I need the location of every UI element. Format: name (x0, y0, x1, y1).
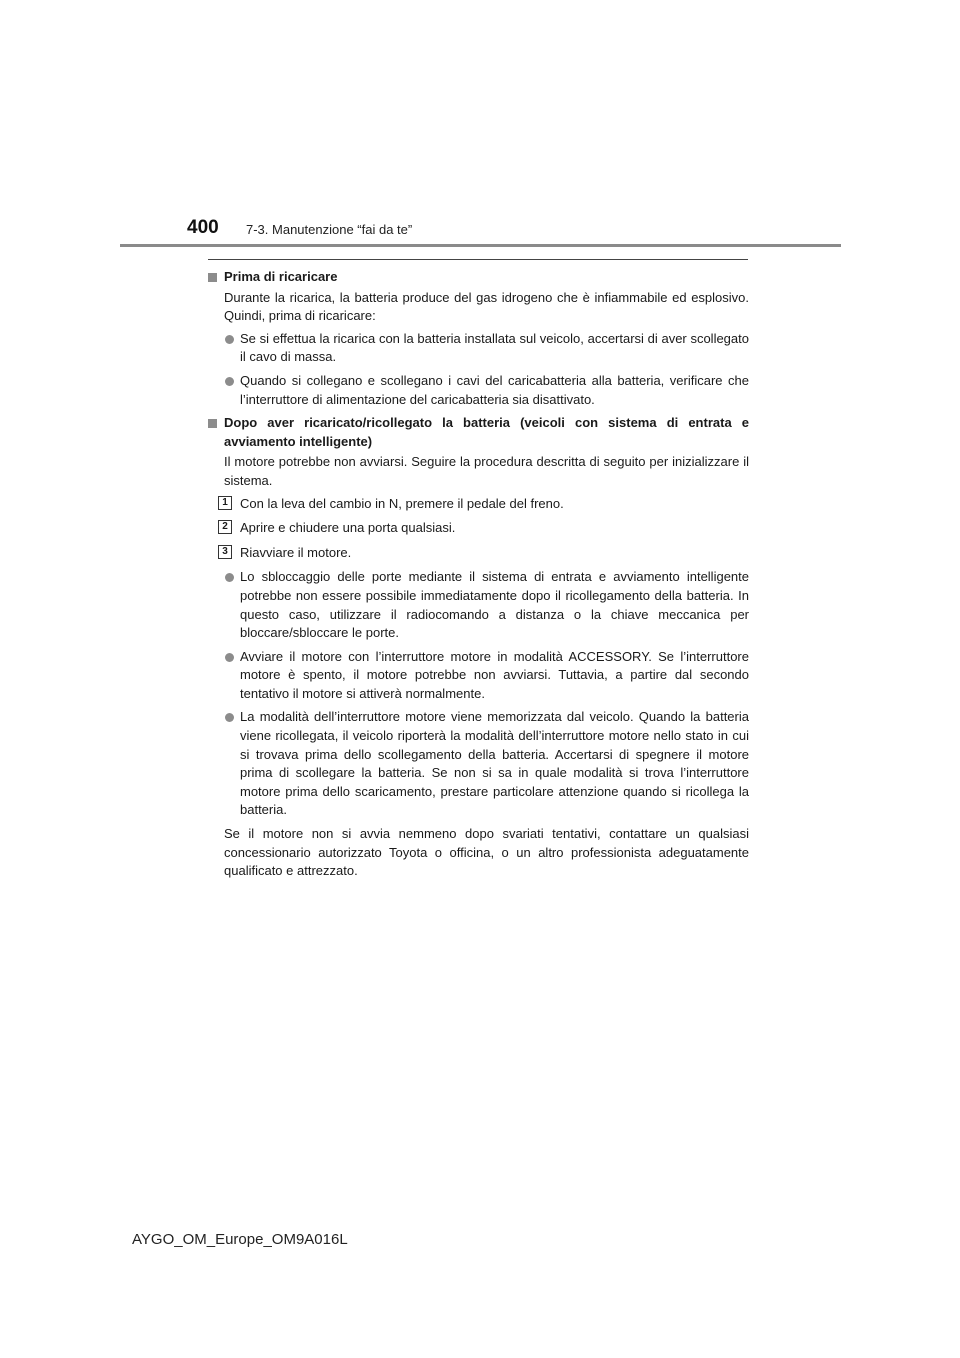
square-bullet-icon (208, 419, 217, 428)
section-heading-charging (208, 268, 749, 287)
step-number: 3 (218, 545, 232, 559)
paragraph: Durante la ricarica, la batteria produce del gas idrogeno che è infiammabile ed esplosivo. Quindi, prima di ricaricare: (224, 289, 749, 324)
step-item (208, 519, 749, 538)
circle-bullet-icon (225, 377, 234, 386)
list-item-text: Se si effettua la ricarica con la batteria installata sul veicolo, accertarsi di aver scollegato il cavo di massa. (240, 330, 749, 365)
square-bullet-icon (208, 273, 217, 282)
heading-text: Dopo aver ricaricato/ricollegato la batteria (veicoli con sistema di entrata e avviamento intelligente) (224, 415, 749, 449)
step-item (208, 495, 749, 514)
list-item (208, 648, 749, 704)
step-item (208, 544, 749, 563)
list-item (208, 568, 749, 642)
paragraph: Il motore potrebbe non avviarsi. Seguire la procedura descritta di seguito per inizializzare il sistema. (224, 454, 749, 488)
section-title: 7-3. Manutenzione “fai da te” (246, 222, 413, 237)
list-item-text: Lo sbloccaggio delle porte mediante il sistema di entrata e avviamento intelligente potrebbe non essere possibile immediatamente dopo il ricollegamento della batteria. In questo caso, utilizzare il radiocomando a distanza o la chiave meccanica per bloccare/sbloccare le porte. (240, 569, 749, 641)
step-text: Con la leva del cambio in N, premere il pedale del freno. (240, 495, 564, 511)
list-item-text: La modalità dell’interruttore motore viene memorizzata dal veicolo. Quando la batteria viene ricollegata, il veicolo riporterà la modalità dell’interruttore motore nello stato in cui si trovava prima dello scollegamento della batteria. Accertarsi di spegnere il motore prima di scollegare la batteria. Se non si sa in quale modalità si trova l’interruttore motore prima dello scaricamento, prestare particolare attenzione quando si ricollega la batteria. (240, 709, 749, 818)
section-heading-after-charging (208, 414, 749, 451)
step-text: Riavviare il motore. (240, 544, 352, 560)
page-content (208, 268, 749, 885)
list-item (208, 708, 749, 820)
step-number: 2 (218, 520, 232, 534)
circle-bullet-icon (225, 653, 234, 662)
content-rule (208, 259, 748, 260)
list-item (208, 330, 749, 367)
circle-bullet-icon (225, 573, 234, 582)
list-item (208, 372, 749, 409)
step-number: 1 (218, 496, 232, 510)
circle-bullet-icon (225, 335, 234, 344)
circle-bullet-icon (225, 713, 234, 722)
paragraph: Se il motore non si avvia nemmeno dopo svariati tentativi, contattare un qualsiasi concessionario autorizzato Toyota o officina, o un altro professionista adeguatamente qualificato e attrezzato. (224, 826, 749, 879)
header-rule (120, 244, 841, 247)
step-text: Aprire e chiudere una porta qualsiasi. (240, 520, 456, 536)
list-item-text: Quando si collegano e scollegano i cavi del caricabatteria alla batteria, verificare che l’interruttore di alimentazione del caricabatteria sia disattivato. (240, 372, 749, 407)
footer-document-code: AYGO_OM_Europe_OM9A016L (132, 1231, 348, 1248)
heading-text: Prima di ricaricare (224, 269, 338, 284)
page-number: 400 (187, 217, 219, 238)
list-item-text: Avviare il motore con l’interruttore motore in modalità ACCESSORY. Se l’interruttore motore è spento, il motore potrebbe non avviarsi. Tuttavia, a partire dal secondo tentativo il motore si attiverà normalmente. (240, 648, 749, 701)
